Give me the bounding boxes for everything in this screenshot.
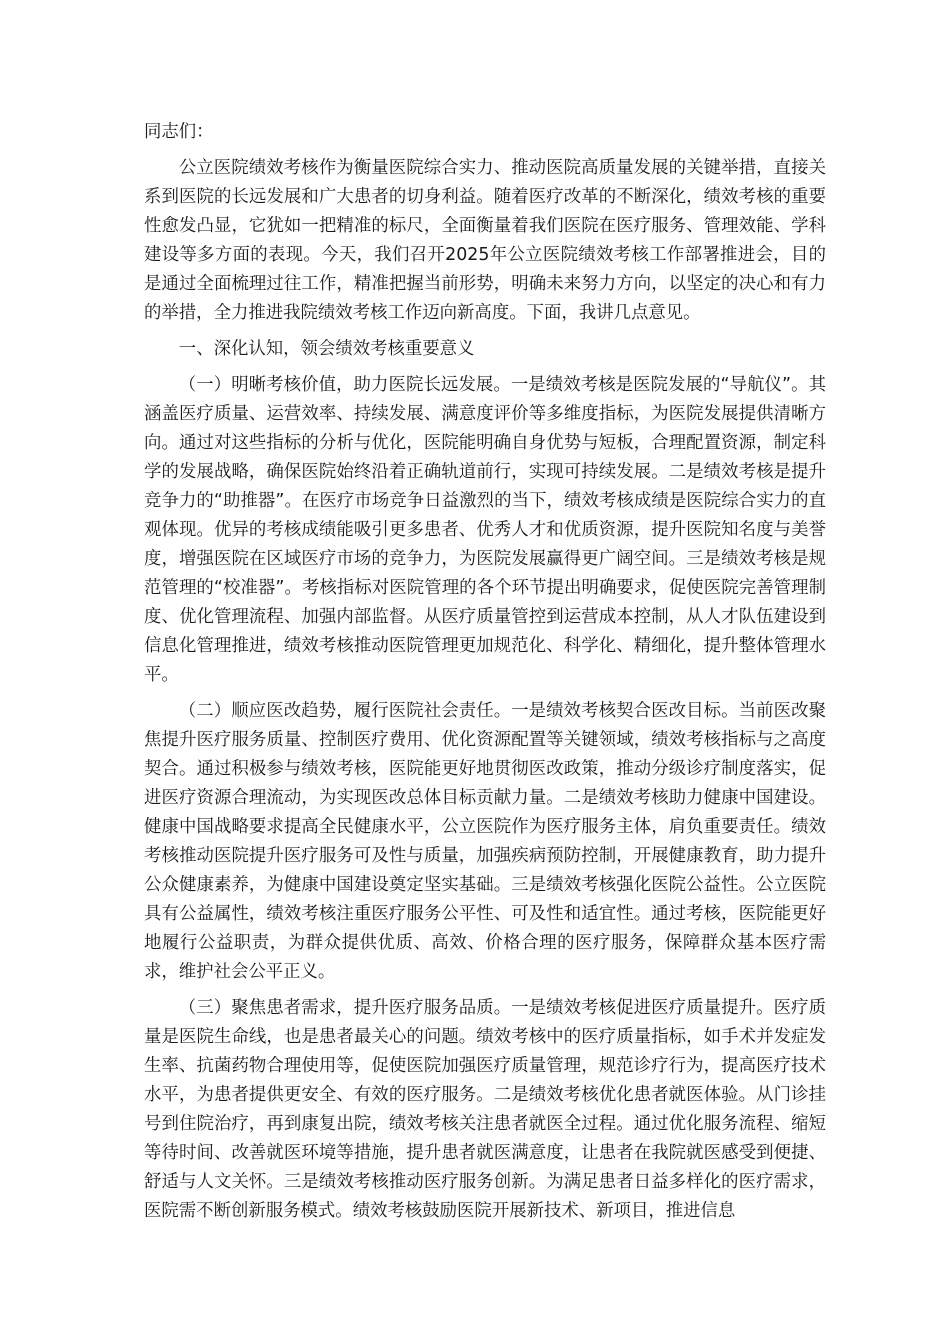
intro-paragraph: 公立医院绩效考核作为衡量医院综合实力、推动医院高质量发展的关键举措，直接关系到医院的长远发展和广大患者的切身利益。随着医疗改革的不断深化，绩效考核的重要性愈发凸显，它犹如一把精准的标尺，全面衡量着我们医院在医疗服务、管理效能、学科建设等多方面的表现。今天，我们召开2025年公立医院绩效考核工作部署推进会，目的是通过全面梳理过往工作，精准把握当前形势，明确未来努力方向，以坚定的决心和有力的举措，全力推进我院绩效考核工作迈向新高度。下面，我讲几点意见。 [144,158,826,323]
greeting: 同志们： [144,122,214,142]
section-1-paragraph-3: （三）聚焦患者需求，提升医疗服务品质。一是绩效考核促进医疗质量提升。医疗质量是医院生命线，也是患者最关心的问题。绩效考核中的医疗质量指标，如手术并发症发生率、抗菌药物合理使用等，促使医院加强医疗质量管理，规范诊疗行为，提高医疗技术水平，为患者提供更安全、有效的医疗服务。二是绩效考核优化患者就医体验。从门诊挂号到住院治疗，再到康复出院，绩效考核关注患者就医全过程。通过优化服务流程、缩短等待时间、改善就医环境等措施，提升患者就医满意度，让患者在我院就医感受到便捷、舒适与人文关怀。三是绩效考核推动医疗服务创新。为满足患者日益多样化的医疗需求，医院需不断创新服务模式。绩效考核鼓励医院开展新技术、新项目，推进信息 [144,998,826,1221]
section-1-paragraph-2: （二）顺应医改趋势，履行医院社会责任。一是绩效考核契合医改目标。当前医改聚焦提升医疗服务质量、控制医疗费用、优化资源配置等关键领域，绩效考核指标与之高度契合。通过积极参与绩效考核，医院能更好地贯彻医改政策，推动分级诊疗制度落实，促进医疗资源合理流动，为实现医改总体目标贡献力量。二是绩效考核助力健康中国建设。健康中国战略要求提高全民健康水平，公立医院作为医疗服务主体，肩负重要责任。绩效考核推动医院提升医疗服务可及性与质量，加强疾病预防控制，开展健康教育，助力提升公众健康素养，为健康中国建设奠定坚实基础。三是绩效考核强化医院公益性。公立医院具有公益属性，绩效考核注重医疗服务公平性、可及性和适宜性。通过考核，医院能更好地履行公益职责，为群众提供优质、高效、价格合理的医疗服务，保障群众基本医疗需求，维护社会公平正义。 [144,701,826,982]
section-1-heading: 一、深化认知，领会绩效考核重要意义 [178,339,475,359]
section-1-paragraph-1: （一）明晰考核价值，助力医院长远发展。一是绩效考核是医院发展的“导航仪”。其涵盖医疗质量、运营效率、持续发展、满意度评价等多维度指标，为医院发展提供清晰方向。通过对这些指标的分析与优化，医院能明确自身优势与短板，合理配置资源，制定科学的发展战略，确保医院始终沿着正确轨道前行，实现可持续发展。二是绩效考核是提升竞争力的“助推器”。在医疗市场竞争日益激烈的当下，绩效考核成绩是医院综合实力的直观体现。优异的考核成绩能吸引更多患者、优秀人才和优质资源，提升医院知名度与美誉度，增强医院在区域医疗市场的竞争力，为医院发展赢得更广阔空间。三是绩效考核是规范管理的“校准器”。考核指标对医院管理的各个环节提出明确要求，促使医院完善管理制度、优化管理流程、加强内部监督。从医疗质量管控到运营成本控制，从人才队伍建设到信息化管理推进，绩效考核推动医院管理更加规范化、科学化、精细化，提升整体管理水平。 [144,375,826,685]
document-body [144,118,826,1233]
